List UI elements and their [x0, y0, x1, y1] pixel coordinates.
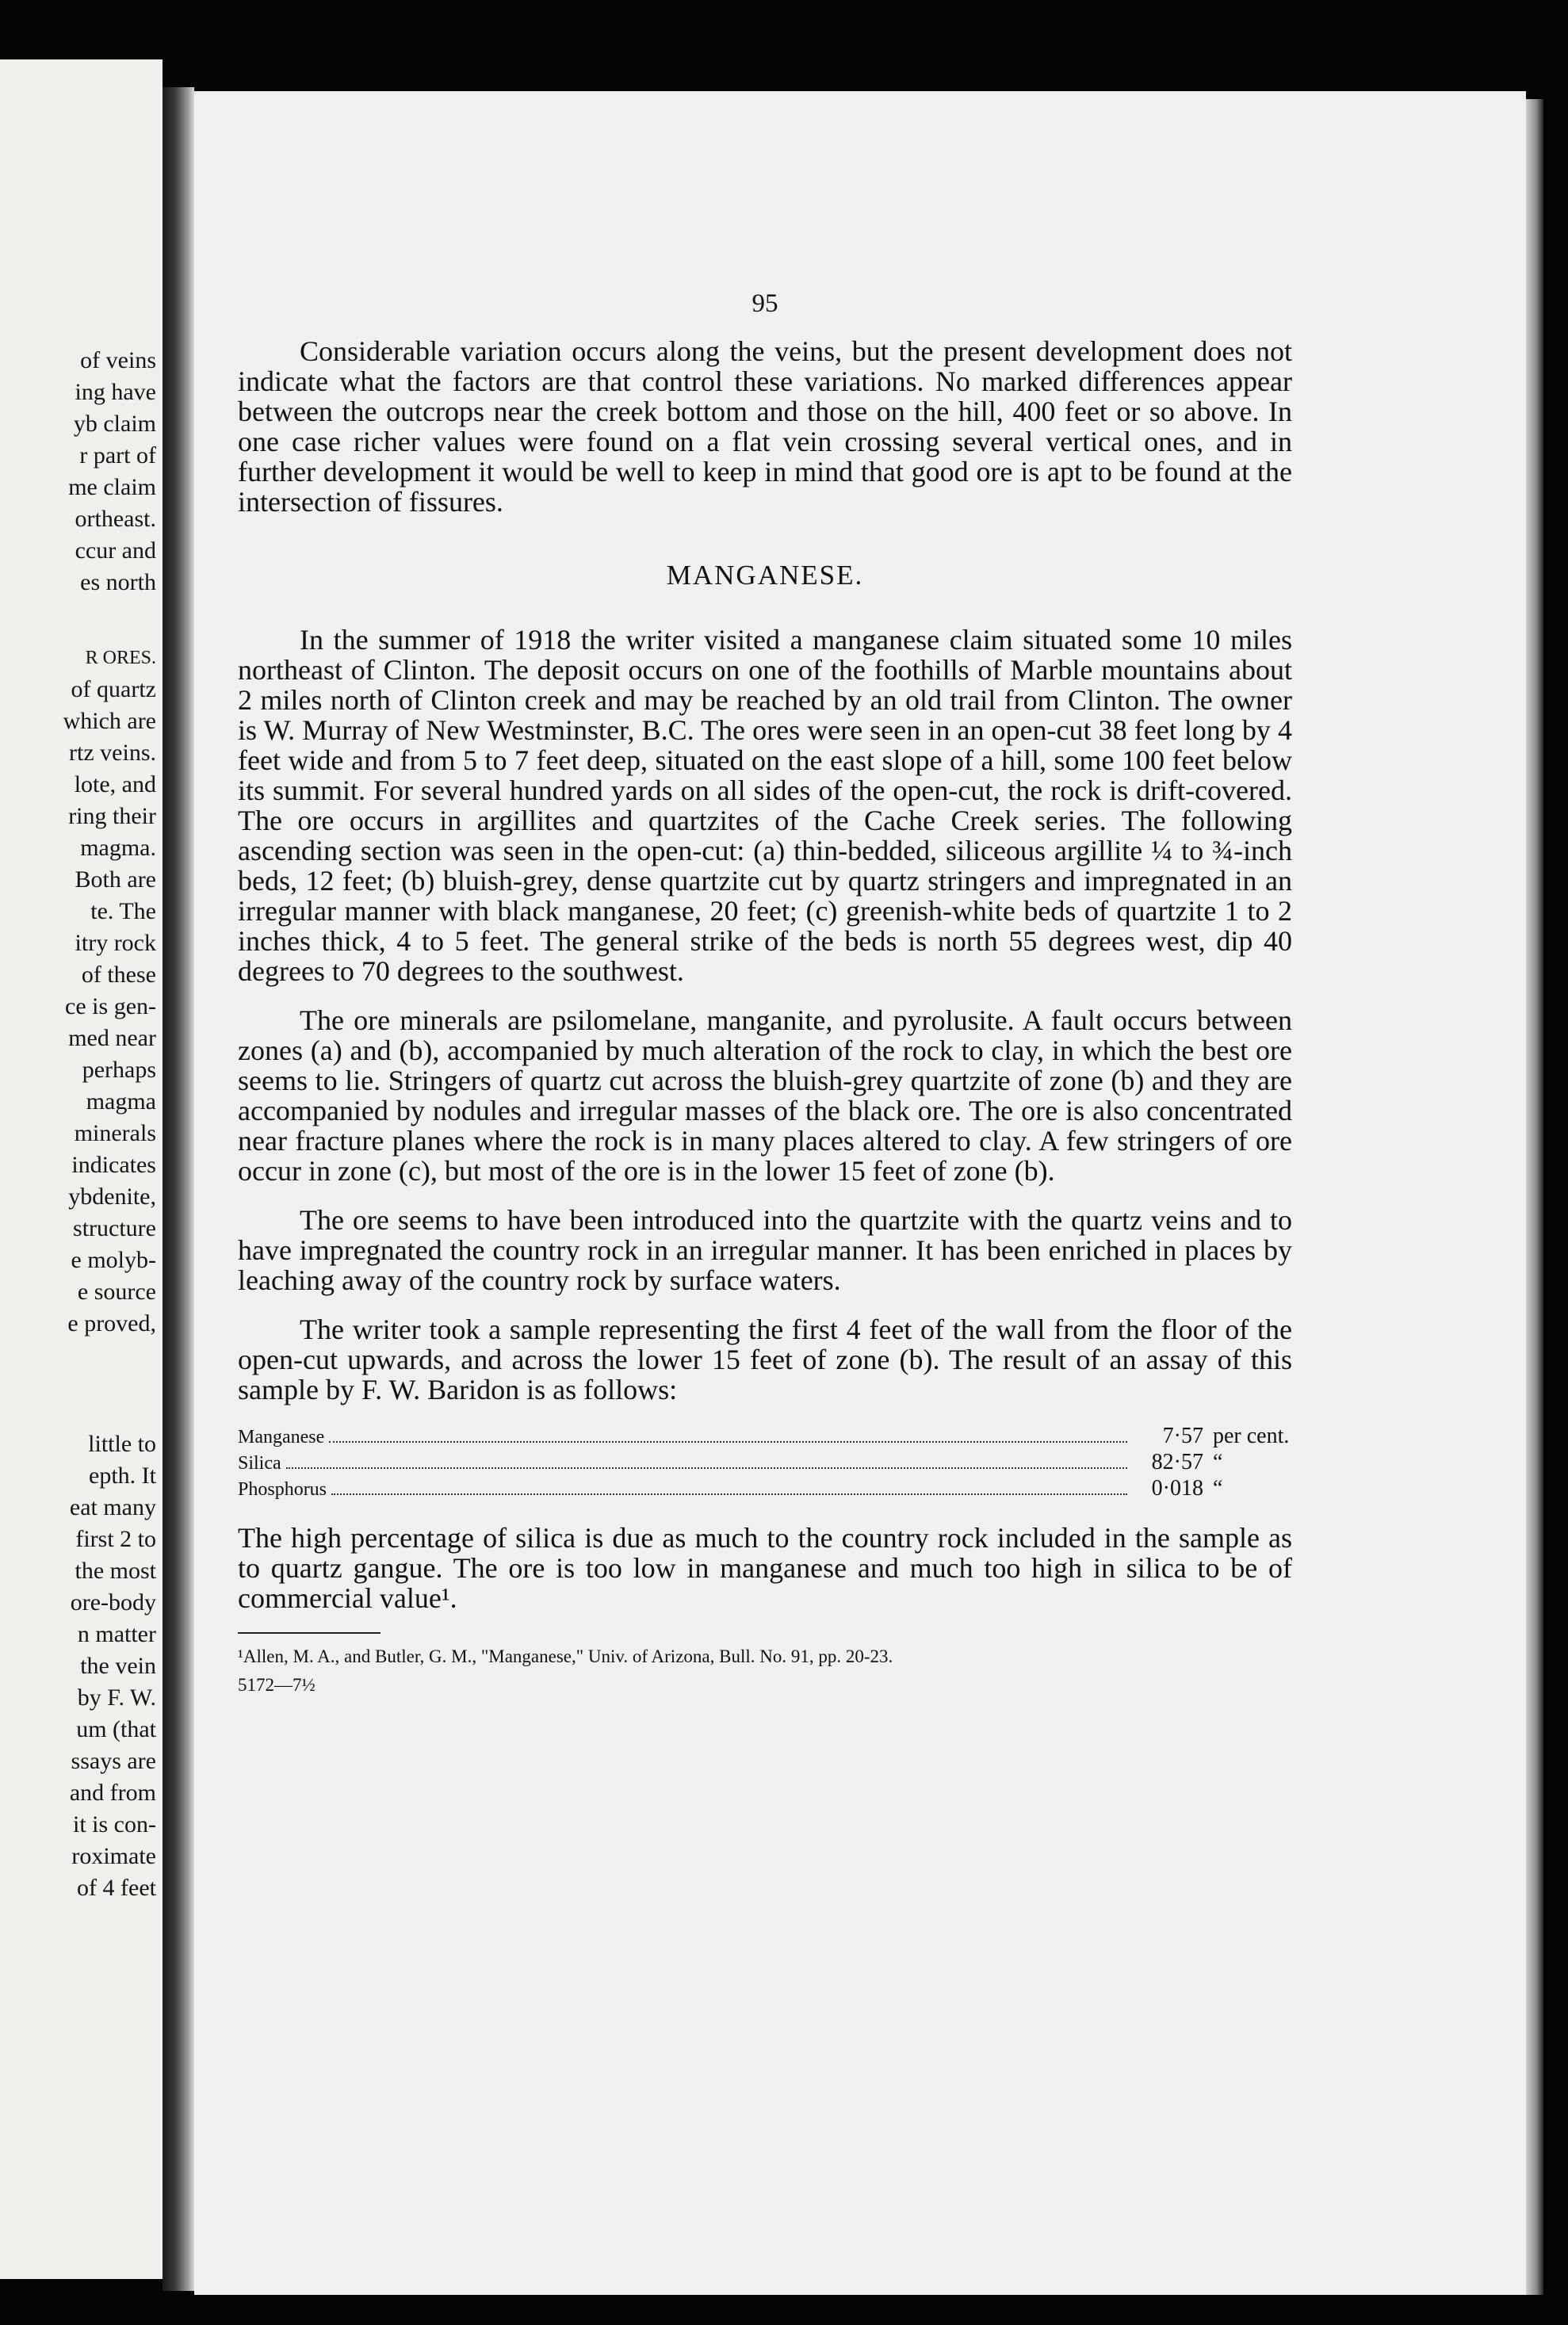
- left-line: and from: [69, 1780, 156, 1806]
- left-line: rtz veins.: [69, 740, 156, 766]
- assay-label: Manganese: [238, 1427, 325, 1447]
- left-line: me claim: [68, 474, 156, 500]
- intro-paragraph: Considerable variation occurs along the veins, but the present development does not indicate what the factors are that control these variations. No marked differences appear between the outcrops near the creek bottom and those on the hill, 400 feet or so above. In one case richer values were found on a flat vein crossing several vertical ones, and in further development it would be well to keep in mind that good ore is apt to be found at the intersection of fissures.: [238, 335, 1292, 518]
- left-line: um (that: [76, 1716, 156, 1742]
- left-line: indicates: [71, 1152, 156, 1178]
- left-line: magma: [86, 1088, 156, 1115]
- page-edge: [1526, 99, 1543, 2295]
- left-line: roximate: [71, 1843, 156, 1869]
- assay-unit: per cent.: [1213, 1424, 1290, 1448]
- left-line: ore-body: [70, 1589, 156, 1616]
- left-line: Both are: [75, 866, 156, 893]
- left-line: little to: [88, 1431, 156, 1457]
- left-line: e molyb-: [71, 1247, 156, 1273]
- leader-dots: [331, 1493, 1127, 1495]
- leader-dots: [286, 1467, 1127, 1469]
- left-line: magma.: [80, 835, 156, 861]
- left-page-text: [63, 345, 156, 1904]
- left-line: ccur and: [75, 537, 156, 564]
- paragraph-3: The ore seems to have been introduced into the quartzite with the quartz veins and to have impregnated the country rock in an irregular manner. It has been enriched in places by leaching away of the country rock by surface waters.: [238, 1204, 1292, 1296]
- left-line: e proved,: [67, 1310, 156, 1336]
- assay-value: 7·57: [1162, 1424, 1203, 1448]
- left-line: first 2 to: [75, 1526, 156, 1552]
- left-line: which are: [63, 708, 156, 734]
- left-line: of these: [81, 962, 156, 988]
- assay-row: [238, 1450, 1292, 1476]
- left-line: ce is gen-: [65, 993, 156, 1019]
- assay-row: [238, 1424, 1292, 1450]
- paragraph-2: The ore minerals are psilomelane, manganite, and pyrolusite. A fault occurs between zones (a) and (b), accompanied by much alteration of the rock to clay, in which the best ore seems to lie. Stringers of quartz cut across the bluish-grey quartzite of zone (b) and they are accompanied by nodules and irregular masses of the black ore. The ore is also concentrated near fracture planes where the rock is in many places altered to clay. A few stringers of ore occur in zone (c), but most of the ore is in the lower 15 feet of zone (b).: [238, 1004, 1292, 1187]
- footnote-rule: [238, 1632, 381, 1634]
- left-line: yb claim: [73, 411, 156, 437]
- footnote: ¹Allen, M. A., and Butler, G. M., "Manganese," Univ. of Arizona, Bull. No. 91, pp. 20-23.: [238, 1646, 893, 1666]
- left-line: minerals: [74, 1120, 156, 1146]
- left-heading: R ORES.: [85, 648, 156, 668]
- left-line: by F. W.: [77, 1684, 156, 1711]
- paragraph-4: The writer took a sample representing the first 4 feet of the wall from the floor of the open-cut upwards, and across the lower 15 feet of zone (b). The result of an assay of this sample by F. W. Baridon is as follows:: [238, 1314, 1292, 1405]
- leader-dots: [329, 1441, 1127, 1443]
- left-line: ybdenite,: [68, 1184, 156, 1210]
- left-line: lote, and: [74, 771, 156, 797]
- page-number: 95: [751, 289, 778, 318]
- page-column: [238, 289, 1292, 1697]
- left-line: perhaps: [82, 1057, 156, 1083]
- left-line: eat many: [69, 1494, 156, 1520]
- paragraph-1: In the summer of 1918 the writer visited a manganese claim situated some 10 miles northeast of Clinton. The deposit occurs on one of the foothills of Marble mountains about 2 miles north of Clinton creek and may be reached by an old trail from Clinton. The owner is W. Murray of New Westminster, B.C. The ores were seen in an open-cut 38 feet long by 4 feet wide and from 5 to 7 feet deep, situated on the east slope of a hill, some 100 feet below its summit. For several hundred yards on all sides of the open-cut, the rock is drift-covered. The ore occurs in argillites and quartzites of the Cache Creek series. The following ascending section was seen in the open-cut: (a) thin-bedded, siliceous argillite ¼ to ¾-inch beds, 12 feet; (b) bluish-grey, dense quartzite cut by quartz stringers and impregnated in an irregular manner with black manganese, 20 feet; (c) greenish-white beds of quartzite 1 to 2 inches thick, 4 to 5 feet. The general strike of the beds is north 55 degrees west, dip 40 degrees to 70 degrees to the southwest.: [238, 624, 1292, 987]
- section-heading: MANGANESE.: [666, 560, 864, 591]
- left-line: structure: [73, 1215, 156, 1241]
- printer-signature: 5172—7½: [238, 1675, 316, 1695]
- assay-value: 0·018: [1151, 1476, 1203, 1501]
- assay-label: Silica: [238, 1453, 281, 1474]
- left-line: es north: [80, 569, 156, 595]
- left-line: ssays are: [71, 1748, 156, 1774]
- assay-label: Phosphorus: [238, 1479, 327, 1500]
- left-line: of veins: [80, 347, 156, 373]
- left-line: of quartz: [71, 676, 156, 702]
- left-line: te. The: [90, 898, 156, 924]
- left-line: med near: [68, 1025, 156, 1051]
- left-line: the most: [75, 1558, 156, 1584]
- left-line: epth. It: [89, 1463, 156, 1489]
- left-line: n matter: [77, 1621, 156, 1647]
- left-line: e source: [77, 1279, 156, 1305]
- left-line: r part of: [79, 442, 156, 468]
- left-line: the vein: [80, 1653, 156, 1679]
- assay-row: [238, 1476, 1292, 1502]
- left-line: itry rock: [75, 930, 156, 956]
- left-line: ing have: [75, 379, 156, 405]
- left-line: of 4 feet: [77, 1875, 156, 1901]
- left-page: [0, 59, 163, 2279]
- assay-value: 82·57: [1151, 1450, 1203, 1474]
- assay-unit: “: [1213, 1476, 1223, 1501]
- left-line: ortheast.: [75, 506, 156, 532]
- paragraph-5: The high percentage of silica is due as much to the country rock included in the sample as to quartz gangue. The ore is too low in manganese and much too high in silica to be of commercial value¹.: [238, 1522, 1292, 1614]
- assay-table: [238, 1424, 1292, 1502]
- left-line: it is con-: [73, 1811, 156, 1837]
- book-gutter: [163, 87, 194, 2291]
- left-line: ring their: [68, 803, 156, 829]
- assay-unit: “: [1213, 1450, 1223, 1474]
